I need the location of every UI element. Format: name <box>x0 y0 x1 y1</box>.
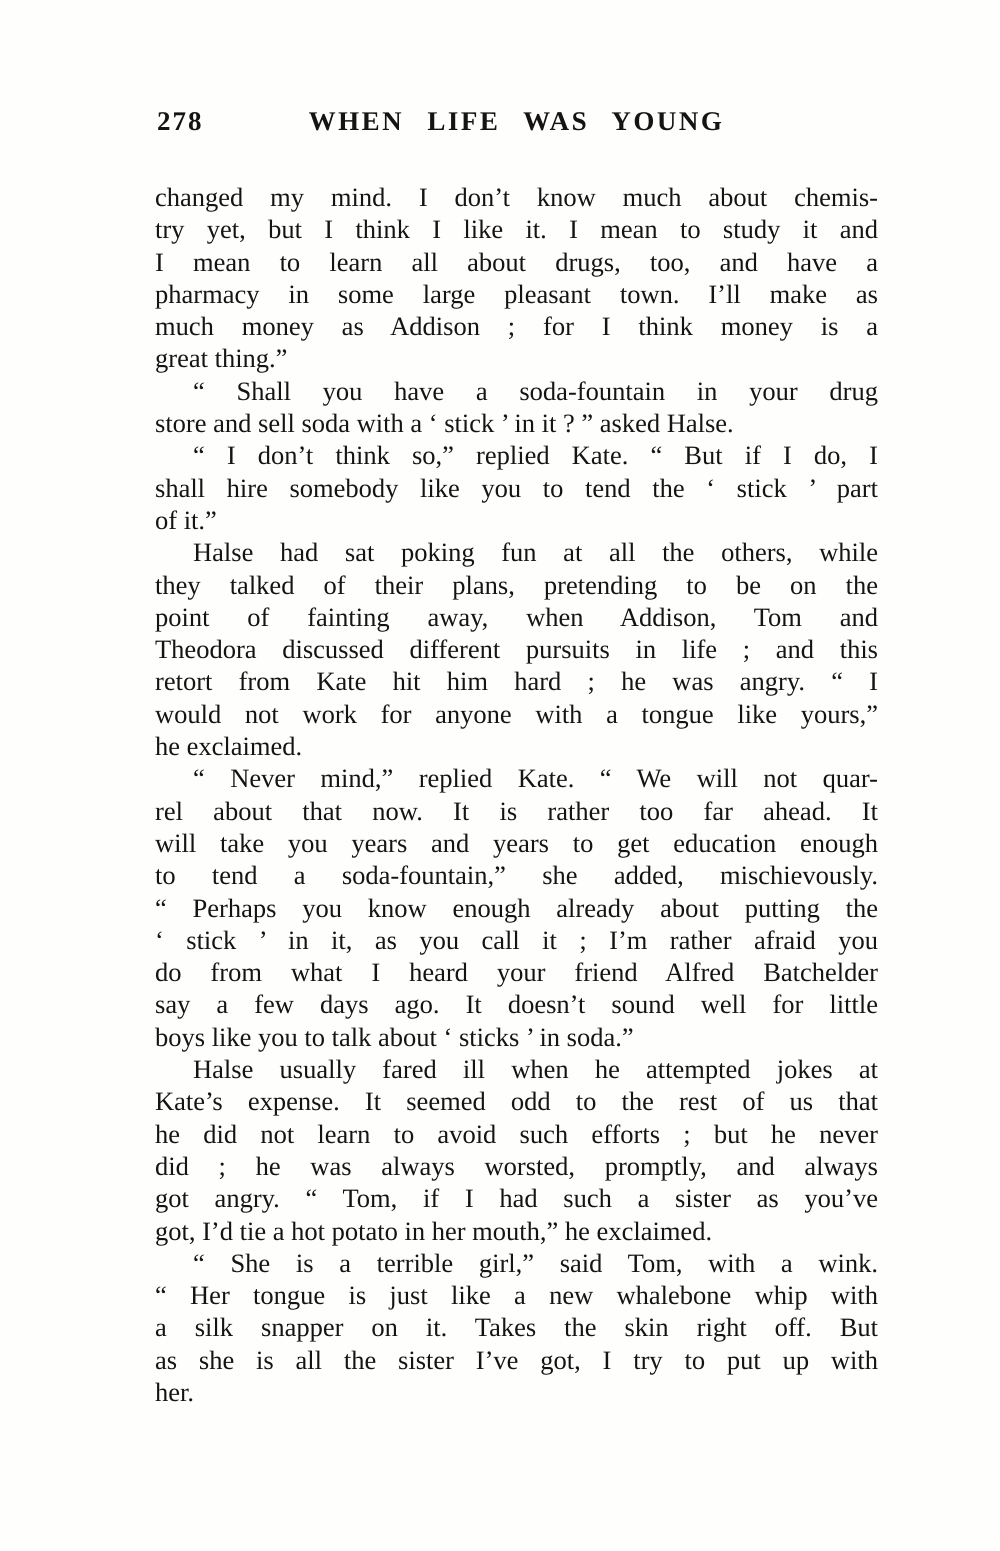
text-line: pharmacy in some large pleasant town. I’ll make as <box>155 278 878 309</box>
text-line: Theodora discussed different pursuits in life ; and this <box>155 634 878 665</box>
text-line: will take you years and years to get education enough <box>155 827 878 858</box>
text-line: “ She is a terrible girl,” said Tom, with a wink. <box>193 1247 878 1278</box>
text-line: got angry. “ Tom, if I had such a sister as you’ve <box>155 1183 878 1214</box>
text-line: did ; he was always worsted, promptly, and always <box>155 1150 878 1181</box>
text-line: much money as Addison ; for I think money is a <box>155 311 878 342</box>
text-line: Halse had sat poking fun at all the others, while <box>193 537 878 568</box>
text-line: shall hire somebody like you to tend the ‘ stick ’ part <box>155 472 878 503</box>
text-line: a silk snapper on it. Takes the skin right off. But <box>155 1312 878 1343</box>
text-line: boys like you to talk about ‘ sticks ’ in soda.” <box>155 1021 634 1052</box>
text-line: “ Shall you have a soda-fountain in your drug <box>193 375 878 406</box>
text-line: got, I’d tie a hot potato in her mouth,” he exclaimed. <box>155 1215 713 1246</box>
text-line: of it.” <box>155 504 217 535</box>
text-line: he exclaimed. <box>155 731 303 762</box>
text-line: I mean to learn all about drugs, too, and have a <box>155 246 878 277</box>
text-line: her. <box>155 1376 194 1407</box>
page-header <box>155 106 878 142</box>
text-line: ‘ stick ’ in it, as you call it ; I’m rather afraid you <box>155 924 878 955</box>
text-line: changed my mind. I don’t know much about chemis- <box>155 182 878 212</box>
text-line: as she is all the sister I’ve got, I try to put up with <box>155 1344 878 1375</box>
text-line: do from what I heard your friend Alfred Batchelder <box>155 957 878 988</box>
text-line: point of fainting away, when Addison, Tom and <box>155 601 878 632</box>
text-line: they talked of their plans, pretending to be on the <box>155 569 878 600</box>
text-line: rel about that now. It is rather too far ahead. It <box>155 795 878 826</box>
text-line: say a few days ago. It doesn’t sound well for little <box>155 989 878 1020</box>
running-title: WHEN LIFE WAS YOUNG <box>308 106 725 136</box>
text-line: try yet, but I think I like it. I mean to study it and <box>155 214 878 245</box>
text-line: retort from Kate hit him hard ; he was angry. “ I <box>155 666 878 697</box>
text-line: “ Perhaps you know enough already about putting the <box>155 892 878 923</box>
text-line: “ Her tongue is just like a new whalebone whip with <box>155 1280 878 1311</box>
page-number: 278 <box>157 106 204 136</box>
text-line: would not work for anyone with a tongue like yours,” <box>155 698 878 729</box>
text-line: to tend a soda-fountain,” she added, mischievously. <box>155 860 878 891</box>
page-body <box>155 181 878 1408</box>
text-line: “ I don’t think so,” replied Kate. “ But if I do, I <box>193 440 878 471</box>
text-line: Halse usually fared ill when he attempted jokes at <box>193 1054 878 1085</box>
text-line: great thing.” <box>155 343 288 374</box>
text-line: he did not learn to avoid such efforts ; but he never <box>155 1118 878 1149</box>
text-line: Kate’s expense. It seemed odd to the rest of us that <box>155 1086 878 1117</box>
text-line: store and sell soda with a ‘ stick ’ in it ? ” asked Halse. <box>155 408 734 439</box>
text-line: “ Never mind,” replied Kate. “ We will not quar- <box>193 763 878 794</box>
